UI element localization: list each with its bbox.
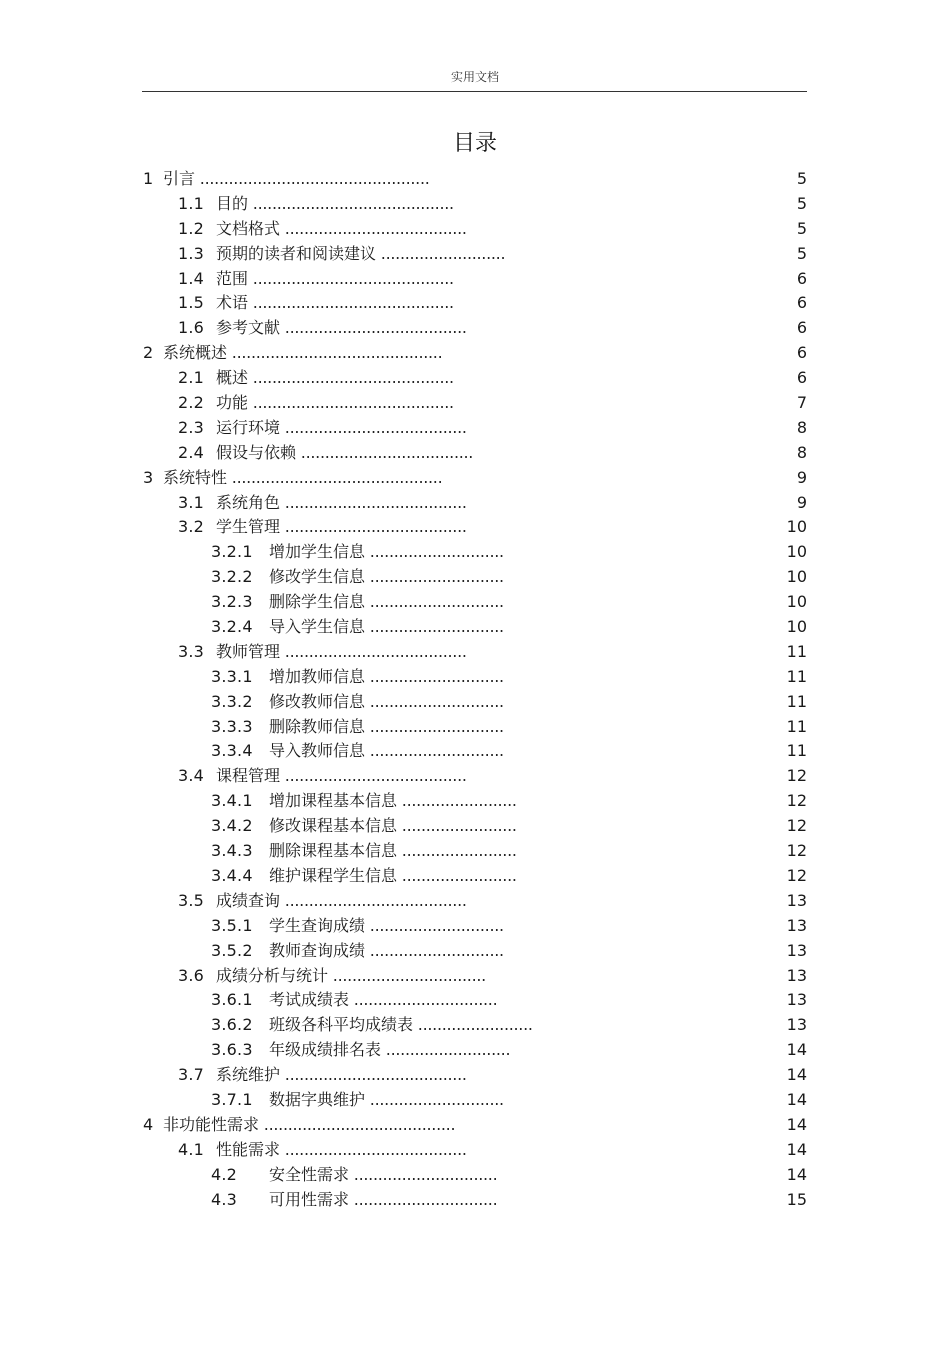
toc-entry-page: 10 (786, 567, 807, 587)
dot-leader: ............................................ (227, 467, 443, 487)
dot-leader: ........................ (397, 791, 517, 811)
toc-entry[interactable] (0, 441, 950, 466)
toc-entry-number: 3.3.4 (211, 741, 253, 761)
toc-entry-text (178, 242, 505, 267)
toc-entry-page: 6 (796, 318, 807, 338)
toc-entry-label: 参考文献 (216, 318, 281, 338)
toc-entry-text (178, 889, 467, 914)
toc-entry[interactable] (0, 690, 950, 715)
toc-entry-number: 3.4.3 (211, 841, 253, 861)
toc-entry[interactable] (0, 715, 950, 740)
toc-entry[interactable] (0, 1038, 950, 1063)
toc-entry-number: 3.2.1 (211, 542, 253, 562)
toc-entry-number: 1.1 (178, 193, 205, 213)
toc-entry-label: 成绩分析与统计 (216, 965, 329, 985)
toc-entry[interactable] (0, 167, 950, 192)
toc-entry-number: 2.3 (178, 417, 205, 437)
toc-entry-page: 5 (796, 218, 807, 238)
toc-entry[interactable] (0, 839, 950, 864)
dot-leader: ............................ (365, 915, 504, 935)
toc-entry-number: 2.1 (178, 368, 205, 388)
toc-entry-label: 目的 (216, 193, 249, 213)
toc-entry[interactable] (0, 217, 950, 242)
dot-leader: ...................................... (280, 1065, 467, 1085)
toc-entry-label: 系统特性 (163, 467, 228, 487)
dot-leader: ............................ (365, 567, 504, 587)
toc-entry-page: 5 (796, 169, 807, 188)
dot-leader: ...................................... (280, 890, 467, 910)
toc-entry-page: 13 (786, 965, 807, 985)
toc-entry-label: 文档格式 (216, 218, 281, 238)
dot-leader: ...................................... (280, 492, 467, 512)
toc-entry-page: 9 (796, 467, 807, 487)
toc-entry-text (178, 416, 467, 441)
toc-entry[interactable] (0, 242, 950, 267)
toc-entry-number: 3.7.1 (211, 1089, 253, 1109)
toc-entry-label: 删除课程基本信息 (269, 841, 398, 861)
toc-entry-page: 13 (786, 890, 807, 910)
toc-entry-text (211, 1188, 497, 1213)
toc-entry-number: 1.2 (178, 218, 205, 238)
toc-entry-label: 系统角色 (216, 492, 281, 512)
dot-leader: ........................ (397, 816, 517, 836)
toc-entry[interactable] (0, 491, 950, 516)
toc-entry-text (178, 964, 486, 989)
toc-entry-number: 1.4 (178, 268, 205, 288)
dot-leader: .......................................... (248, 193, 454, 213)
toc-entry-number: 3.2.2 (211, 567, 253, 587)
toc-entry-number: 3.1 (178, 492, 205, 512)
toc-entry[interactable] (0, 764, 950, 789)
toc-entry-number: 3.6.2 (211, 1015, 253, 1035)
dot-leader: ...................................... (280, 1139, 467, 1159)
toc-entry-number: 3.4.2 (211, 816, 253, 836)
toc-entry[interactable] (0, 1188, 950, 1213)
toc-entry-label: 年级成绩排名表 (269, 1040, 382, 1060)
toc-entry[interactable] (0, 964, 950, 989)
toc-entry[interactable] (0, 291, 950, 316)
dot-leader: ............................................ (227, 343, 443, 363)
toc-entry-page: 14 (786, 1164, 807, 1184)
toc-entry[interactable] (0, 640, 950, 665)
toc-entry-label: 教师查询成绩 (269, 940, 366, 960)
toc-entry-label: 增加教师信息 (269, 666, 366, 686)
toc-entry-text (178, 1063, 467, 1088)
dot-leader: .............................. (349, 990, 498, 1010)
toc-entry-label: 维护课程学生信息 (269, 865, 398, 885)
toc-entry-number: 4.3 (211, 1189, 238, 1209)
toc-entry-text (178, 192, 454, 217)
toc-entry-page: 6 (796, 368, 807, 388)
toc-entry-text (178, 515, 467, 540)
toc-entry[interactable] (0, 391, 950, 416)
toc-entry-text (211, 839, 517, 864)
toc-entry[interactable] (0, 1088, 950, 1113)
toc-entry[interactable] (0, 565, 950, 590)
toc-entry[interactable] (0, 939, 950, 964)
toc-entry-page: 14 (786, 1065, 807, 1085)
toc-entry[interactable] (0, 466, 950, 491)
toc-entry-text (178, 491, 467, 516)
toc-entry-page: 10 (786, 617, 807, 637)
toc-entry-text (178, 366, 454, 391)
toc-entry-number: 4.2 (211, 1164, 238, 1184)
dot-leader: ...................................... (280, 641, 467, 661)
toc-entry[interactable] (0, 864, 950, 889)
toc-entry-label: 导入教师信息 (269, 741, 366, 761)
toc-entry-text (211, 715, 504, 740)
toc-entry-number: 3.3.1 (211, 666, 253, 686)
toc-entry-page: 15 (786, 1189, 807, 1209)
toc-entry-text (211, 1038, 510, 1063)
toc-entry-number: 2.4 (178, 442, 205, 462)
running-header: 实用文档 (450, 70, 499, 84)
toc-entry-text (211, 814, 517, 839)
toc-entry-page: 8 (796, 417, 807, 437)
toc-entry-number: 3.6 (178, 965, 205, 985)
toc-entry-number: 1.3 (178, 243, 205, 263)
toc-entry-number: 2.2 (178, 393, 205, 413)
toc-entry-page: 5 (796, 243, 807, 263)
toc-entry-text (211, 1013, 533, 1038)
toc-entry[interactable] (0, 316, 950, 341)
toc-entry-page: 7 (796, 393, 807, 413)
header-rule (142, 91, 807, 92)
toc-entry-label: 学生管理 (216, 517, 281, 537)
toc-entry-label: 系统概述 (163, 343, 228, 363)
toc-entry-number: 3.5.1 (211, 915, 253, 935)
toc-entry-label: 考试成绩表 (269, 990, 350, 1010)
toc-entry[interactable] (0, 914, 950, 939)
dot-leader: .............................. (349, 1189, 498, 1209)
toc-entry-text (178, 441, 473, 466)
toc-entry-label: 删除教师信息 (269, 716, 366, 736)
toc-entry-text (211, 864, 517, 889)
toc-entry-text (211, 615, 504, 640)
toc-entry-number: 1.6 (178, 318, 205, 338)
toc-entry-text (178, 291, 454, 316)
toc-entry-number: 3.4 (178, 766, 205, 786)
toc-entry-text (143, 167, 430, 192)
toc-entry-number: 3.2.3 (211, 592, 253, 612)
toc-entry[interactable] (0, 988, 950, 1013)
toc-entry-page: 13 (786, 1015, 807, 1035)
toc-entry-text (211, 565, 504, 590)
toc-entry[interactable] (0, 1138, 950, 1163)
toc-entry-label: 非功能性需求 (163, 1114, 260, 1134)
dot-leader: ........................................ (259, 1114, 456, 1134)
toc-entry[interactable] (0, 814, 950, 839)
toc-entry-text (211, 914, 504, 939)
dot-leader: ...................................... (280, 318, 467, 338)
toc-entry-number: 3.3.3 (211, 716, 253, 736)
toc-entry[interactable] (0, 366, 950, 391)
toc-entry-number: 3.4.4 (211, 865, 253, 885)
dot-leader: ........................ (397, 865, 517, 885)
toc-entry-text (178, 640, 467, 665)
dot-leader: ............................ (365, 940, 504, 960)
toc-entry-number: 2 (143, 343, 154, 363)
dot-leader: ............................ (365, 617, 504, 637)
dot-leader: .............................. (349, 1164, 498, 1184)
toc-entry-text (211, 739, 504, 764)
table-of-contents (0, 167, 950, 1212)
toc-entry-text (211, 1088, 504, 1113)
toc-entry-label: 课程管理 (216, 766, 281, 786)
toc-entry-number: 4.1 (178, 1139, 205, 1159)
toc-entry-label: 修改教师信息 (269, 691, 366, 711)
toc-entry-page: 10 (786, 592, 807, 612)
toc-entry-text (143, 1113, 455, 1138)
toc-entry-text (211, 665, 504, 690)
dot-leader: ............................ (365, 691, 504, 711)
toc-entry-label: 可用性需求 (269, 1189, 350, 1209)
toc-entry-page: 11 (786, 741, 807, 761)
toc-entry-label: 删除学生信息 (269, 592, 366, 612)
toc-entry-number: 3.5 (178, 890, 205, 910)
toc-entry-page: 14 (786, 1114, 807, 1134)
dot-leader: .......................................... (248, 293, 454, 313)
toc-entry-page: 6 (796, 268, 807, 288)
dot-leader: .......................................... (248, 368, 454, 388)
toc-entry-label: 安全性需求 (269, 1164, 350, 1184)
toc-entry-page: 8 (796, 442, 807, 462)
toc-entry[interactable] (0, 615, 950, 640)
toc-entry-label: 导入学生信息 (269, 617, 366, 637)
toc-entry-text (143, 466, 442, 491)
dot-leader: ........................ (397, 841, 517, 861)
toc-entry-page: 13 (786, 990, 807, 1010)
toc-entry-page: 14 (786, 1040, 807, 1060)
toc-entry-number: 3.2 (178, 517, 205, 537)
toc-entry-text (178, 316, 467, 341)
toc-entry[interactable] (0, 789, 950, 814)
toc-entry-text (143, 341, 442, 366)
toc-entry[interactable] (0, 590, 950, 615)
dot-leader: ............................ (365, 592, 504, 612)
toc-entry-label: 概述 (216, 368, 249, 388)
toc-entry[interactable] (0, 665, 950, 690)
dot-leader: ...................................... (280, 417, 467, 437)
toc-entry-label: 修改学生信息 (269, 567, 366, 587)
toc-entry-page: 10 (786, 542, 807, 562)
toc-entry[interactable] (0, 540, 950, 565)
toc-entry-text (178, 217, 467, 242)
toc-entry[interactable] (0, 192, 950, 217)
toc-entry-text (178, 764, 467, 789)
toc-entry-label: 成绩查询 (216, 890, 281, 910)
dot-leader: ........................ (413, 1015, 533, 1035)
dot-leader: ................................................ (195, 169, 430, 188)
toc-entry-text (178, 267, 454, 292)
toc-entry-page: 12 (786, 766, 807, 786)
toc-entry-text (211, 590, 504, 615)
toc-entry-label: 修改课程基本信息 (269, 816, 398, 836)
toc-entry-text (211, 789, 517, 814)
toc-entry-page: 12 (786, 816, 807, 836)
toc-entry-page: 11 (786, 716, 807, 736)
toc-entry-number: 3.3 (178, 641, 205, 661)
dot-leader: ............................ (365, 666, 504, 686)
toc-entry-page: 5 (796, 193, 807, 213)
toc-entry-page: 6 (796, 293, 807, 313)
toc-entry-number: 3.6.3 (211, 1040, 253, 1060)
toc-entry-label: 班级各科平均成绩表 (269, 1015, 414, 1035)
toc-entry-number: 3.3.2 (211, 691, 253, 711)
toc-entry-page: 9 (796, 492, 807, 512)
dot-leader: ............................ (365, 741, 504, 761)
dot-leader: .................................... (296, 442, 474, 462)
toc-entry-text (211, 1163, 497, 1188)
toc-entry-label: 功能 (216, 393, 249, 413)
dot-leader: ................................ (328, 965, 486, 985)
toc-entry-number: 3.6.1 (211, 990, 253, 1010)
toc-entry-page: 11 (786, 641, 807, 661)
toc-entry[interactable] (0, 341, 950, 366)
toc-entry[interactable] (0, 416, 950, 441)
dot-leader: ............................ (365, 542, 504, 562)
toc-entry[interactable] (0, 1163, 950, 1188)
toc-entry-number: 1 (143, 169, 154, 188)
toc-entry-text (211, 690, 504, 715)
toc-entry-number: 1.5 (178, 293, 205, 313)
toc-entry-page: 6 (796, 343, 807, 363)
toc-entry-label: 预期的读者和阅读建议 (216, 243, 377, 263)
dot-leader: ............................ (365, 1089, 504, 1109)
toc-entry-label: 性能需求 (216, 1139, 281, 1159)
toc-entry[interactable] (0, 889, 950, 914)
toc-entry-page: 11 (786, 691, 807, 711)
dot-leader: ............................ (365, 716, 504, 736)
toc-entry-label: 运行环境 (216, 417, 281, 437)
toc-entry-number: 4 (143, 1114, 154, 1134)
toc-entry-page: 12 (786, 791, 807, 811)
toc-entry[interactable] (0, 1113, 950, 1138)
dot-leader: .......................... (376, 243, 506, 263)
toc-entry-label: 数据字典维护 (269, 1089, 366, 1109)
toc-entry-label: 学生查询成绩 (269, 915, 366, 935)
toc-entry[interactable] (0, 1013, 950, 1038)
toc-entry-label: 系统维护 (216, 1065, 281, 1085)
toc-entry-text (178, 391, 454, 416)
dot-leader: .......................................... (248, 268, 454, 288)
toc-entry-text (178, 1138, 467, 1163)
toc-entry-label: 增加学生信息 (269, 542, 366, 562)
toc-entry-number: 3.4.1 (211, 791, 253, 811)
toc-entry-page: 14 (786, 1139, 807, 1159)
toc-entry[interactable] (0, 515, 950, 540)
toc-entry-label: 教师管理 (216, 641, 281, 661)
toc-entry-label: 假设与依赖 (216, 442, 297, 462)
dot-leader: ...................................... (280, 517, 467, 537)
dot-leader: ...................................... (280, 218, 467, 238)
toc-entry-page: 11 (786, 666, 807, 686)
toc-entry-number: 3.5.2 (211, 940, 253, 960)
toc-entry-text (211, 988, 497, 1013)
toc-entry-number: 3 (143, 467, 154, 487)
toc-entry-text (211, 540, 504, 565)
toc-entry-page: 12 (786, 841, 807, 861)
toc-entry-number: 3.7 (178, 1065, 205, 1085)
toc-entry-label: 增加课程基本信息 (269, 791, 398, 811)
toc-entry-label: 范围 (216, 268, 249, 288)
toc-title: 目录 (452, 131, 497, 156)
toc-entry-text (211, 939, 504, 964)
toc-entry-label: 引言 (163, 169, 196, 188)
toc-entry[interactable] (0, 267, 950, 292)
dot-leader: .......................... (381, 1040, 511, 1060)
toc-entry[interactable] (0, 1063, 950, 1088)
toc-entry-page: 13 (786, 915, 807, 935)
toc-entry-page: 12 (786, 865, 807, 885)
toc-entry[interactable] (0, 739, 950, 764)
toc-entry-label: 术语 (216, 293, 249, 313)
dot-leader: .......................................... (248, 393, 454, 413)
toc-entry-page: 13 (786, 940, 807, 960)
toc-entry-number: 3.2.4 (211, 617, 253, 637)
toc-entry-page: 10 (786, 517, 807, 537)
dot-leader: ...................................... (280, 766, 467, 786)
toc-entry-page: 14 (786, 1089, 807, 1109)
